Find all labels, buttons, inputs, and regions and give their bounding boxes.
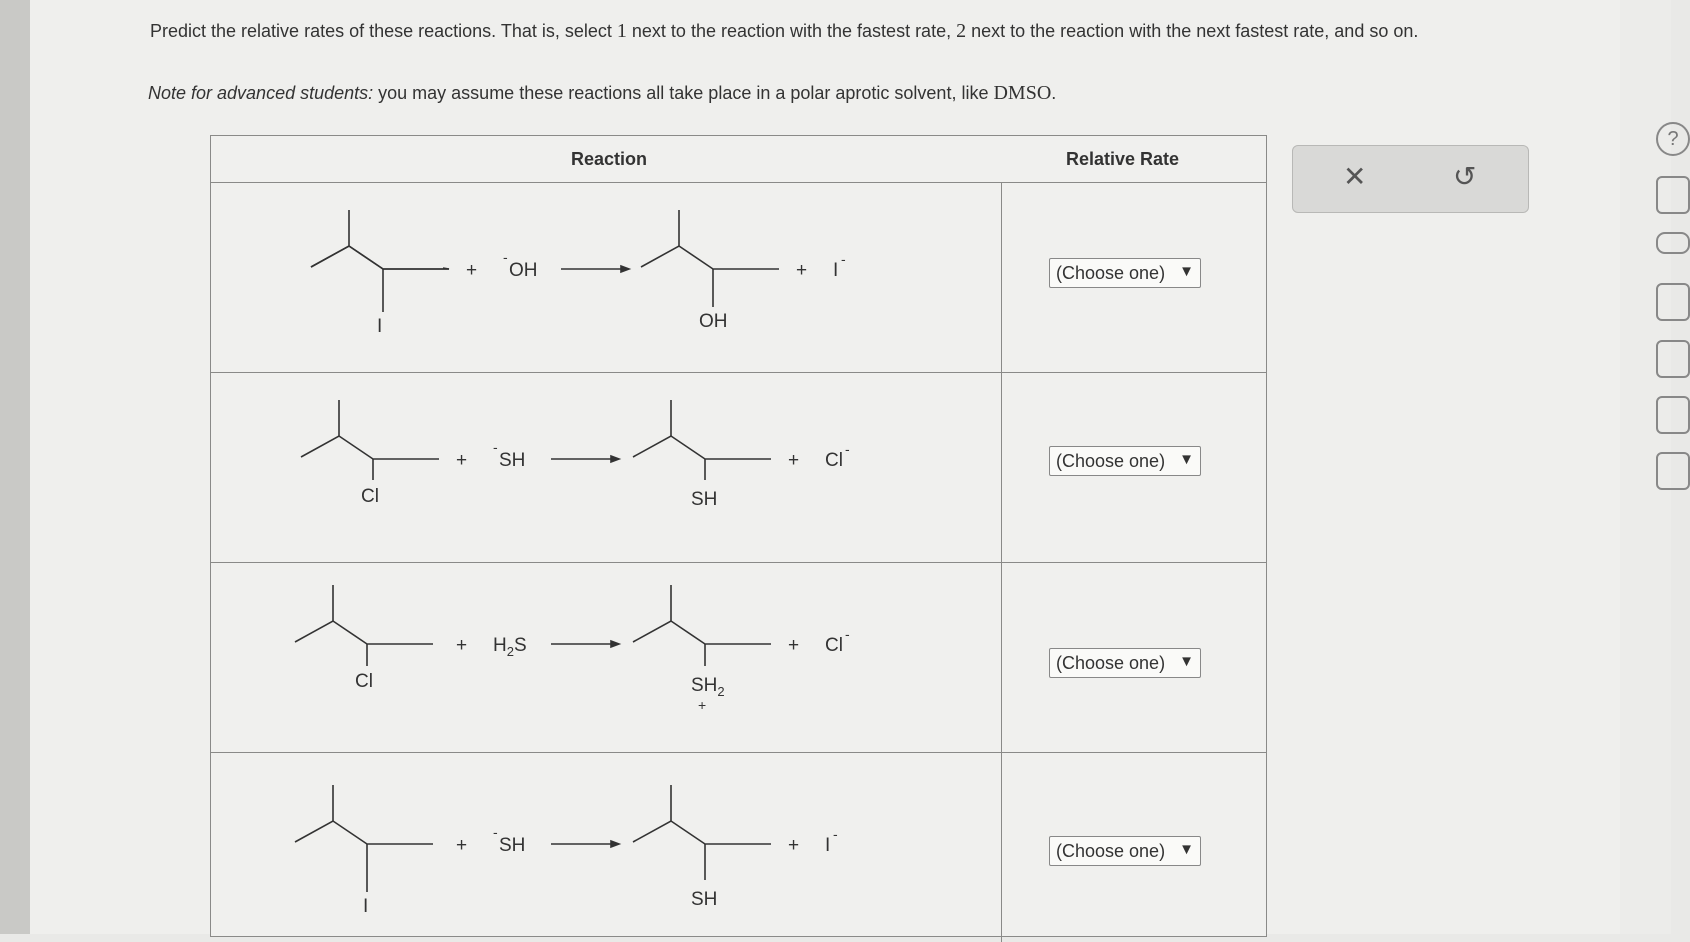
table-row [211, 372, 1266, 563]
dropdown-arrow-icon: ▼ [1179, 653, 1194, 670]
svg-text:-: - [845, 626, 850, 642]
column-header-relative-rate: Relative Rate [1066, 149, 1180, 169]
dropdown-arrow-icon: ▼ [1179, 841, 1194, 858]
reaction-scheme-2 [211, 372, 1001, 562]
nucleophile-label: SH [499, 450, 526, 471]
svg-text:+: + [788, 450, 800, 471]
byproduct-label: I [833, 260, 839, 281]
edit-icon[interactable] [1656, 396, 1690, 434]
leaving-group-label: Cl [361, 486, 379, 507]
svg-text:+: + [788, 635, 800, 656]
product-charge: + [698, 697, 707, 713]
link-icon[interactable] [1656, 232, 1690, 254]
nucleophile-label: $H_2S$ [493, 635, 527, 659]
plus-sign: + [456, 635, 468, 656]
table-row [211, 562, 1266, 753]
product-group-label: OH [699, 311, 728, 332]
relative-rate-select-3[interactable]: (Choose one) ▼ [1049, 648, 1201, 678]
plus-sign: + [466, 260, 478, 281]
question-prompt: Predict the relative rates of these reactions. That is, select 1 next to the reaction with the fastest rate, 2 next to the reaction with the next fastest rate, and so on. [150, 20, 1419, 42]
svg-text:-: - [493, 824, 498, 840]
table-row [211, 752, 1266, 936]
svg-text:-: - [841, 251, 846, 267]
chart-icon[interactable] [1656, 340, 1690, 378]
calculator-icon[interactable] [1656, 176, 1690, 214]
product-group-label: $SH_2$ [691, 675, 725, 699]
column-header-reaction: Reaction [571, 149, 648, 169]
relative-rate-select-1[interactable]: (Choose one) ▼ [1049, 258, 1201, 288]
clear-icon[interactable]: ✕ [1343, 161, 1367, 192]
byproduct-label: Cl [825, 450, 843, 471]
leaving-group-label: I [377, 316, 383, 337]
undo-icon[interactable]: ↺ [1453, 161, 1477, 192]
plus-sign: + [456, 450, 468, 471]
svg-text:+: + [796, 260, 808, 281]
svg-text:-: - [833, 826, 838, 842]
doc-icon[interactable] [1656, 283, 1690, 321]
left-edge [0, 0, 30, 934]
leaving-group-label: Cl [355, 671, 373, 692]
product-group-label: SH [691, 889, 718, 910]
reaction-scheme-4 [211, 752, 1001, 936]
byproduct-label: Cl [825, 635, 843, 656]
table-row [211, 182, 1266, 373]
nucleophile-label: OH [509, 260, 538, 281]
nucleophile-label: SH [499, 835, 526, 856]
svg-text:-: - [493, 439, 498, 455]
right-sidebar [1620, 0, 1679, 934]
relative-rate-select-2[interactable]: (Choose one) ▼ [1049, 446, 1201, 476]
help-icon[interactable]: ? [1656, 122, 1690, 156]
byproduct-label: I [825, 835, 831, 856]
reaction-scheme-1 [211, 182, 1001, 372]
svg-text:-: - [845, 441, 850, 457]
relative-rate-select-4[interactable]: (Choose one) ▼ [1049, 836, 1201, 866]
dropdown-arrow-icon: ▼ [1179, 263, 1194, 280]
question-page [30, 0, 1620, 934]
answer-tools [1292, 145, 1529, 213]
book-icon[interactable] [1656, 452, 1690, 490]
table-header [211, 136, 1266, 183]
reaction-scheme-3 [211, 562, 1001, 752]
product-group-label: SH [691, 489, 718, 510]
advanced-note: Note for advanced students: you may assume these reactions all take place in a polar aprotic solvent, like DMSO. [148, 82, 1057, 104]
svg-text:+: + [788, 835, 800, 856]
reaction-table [210, 135, 1267, 937]
svg-text:-: - [503, 249, 508, 265]
plus-sign: + [456, 835, 468, 856]
leaving-group-label: I [363, 896, 369, 917]
dropdown-arrow-icon: ▼ [1179, 451, 1194, 468]
